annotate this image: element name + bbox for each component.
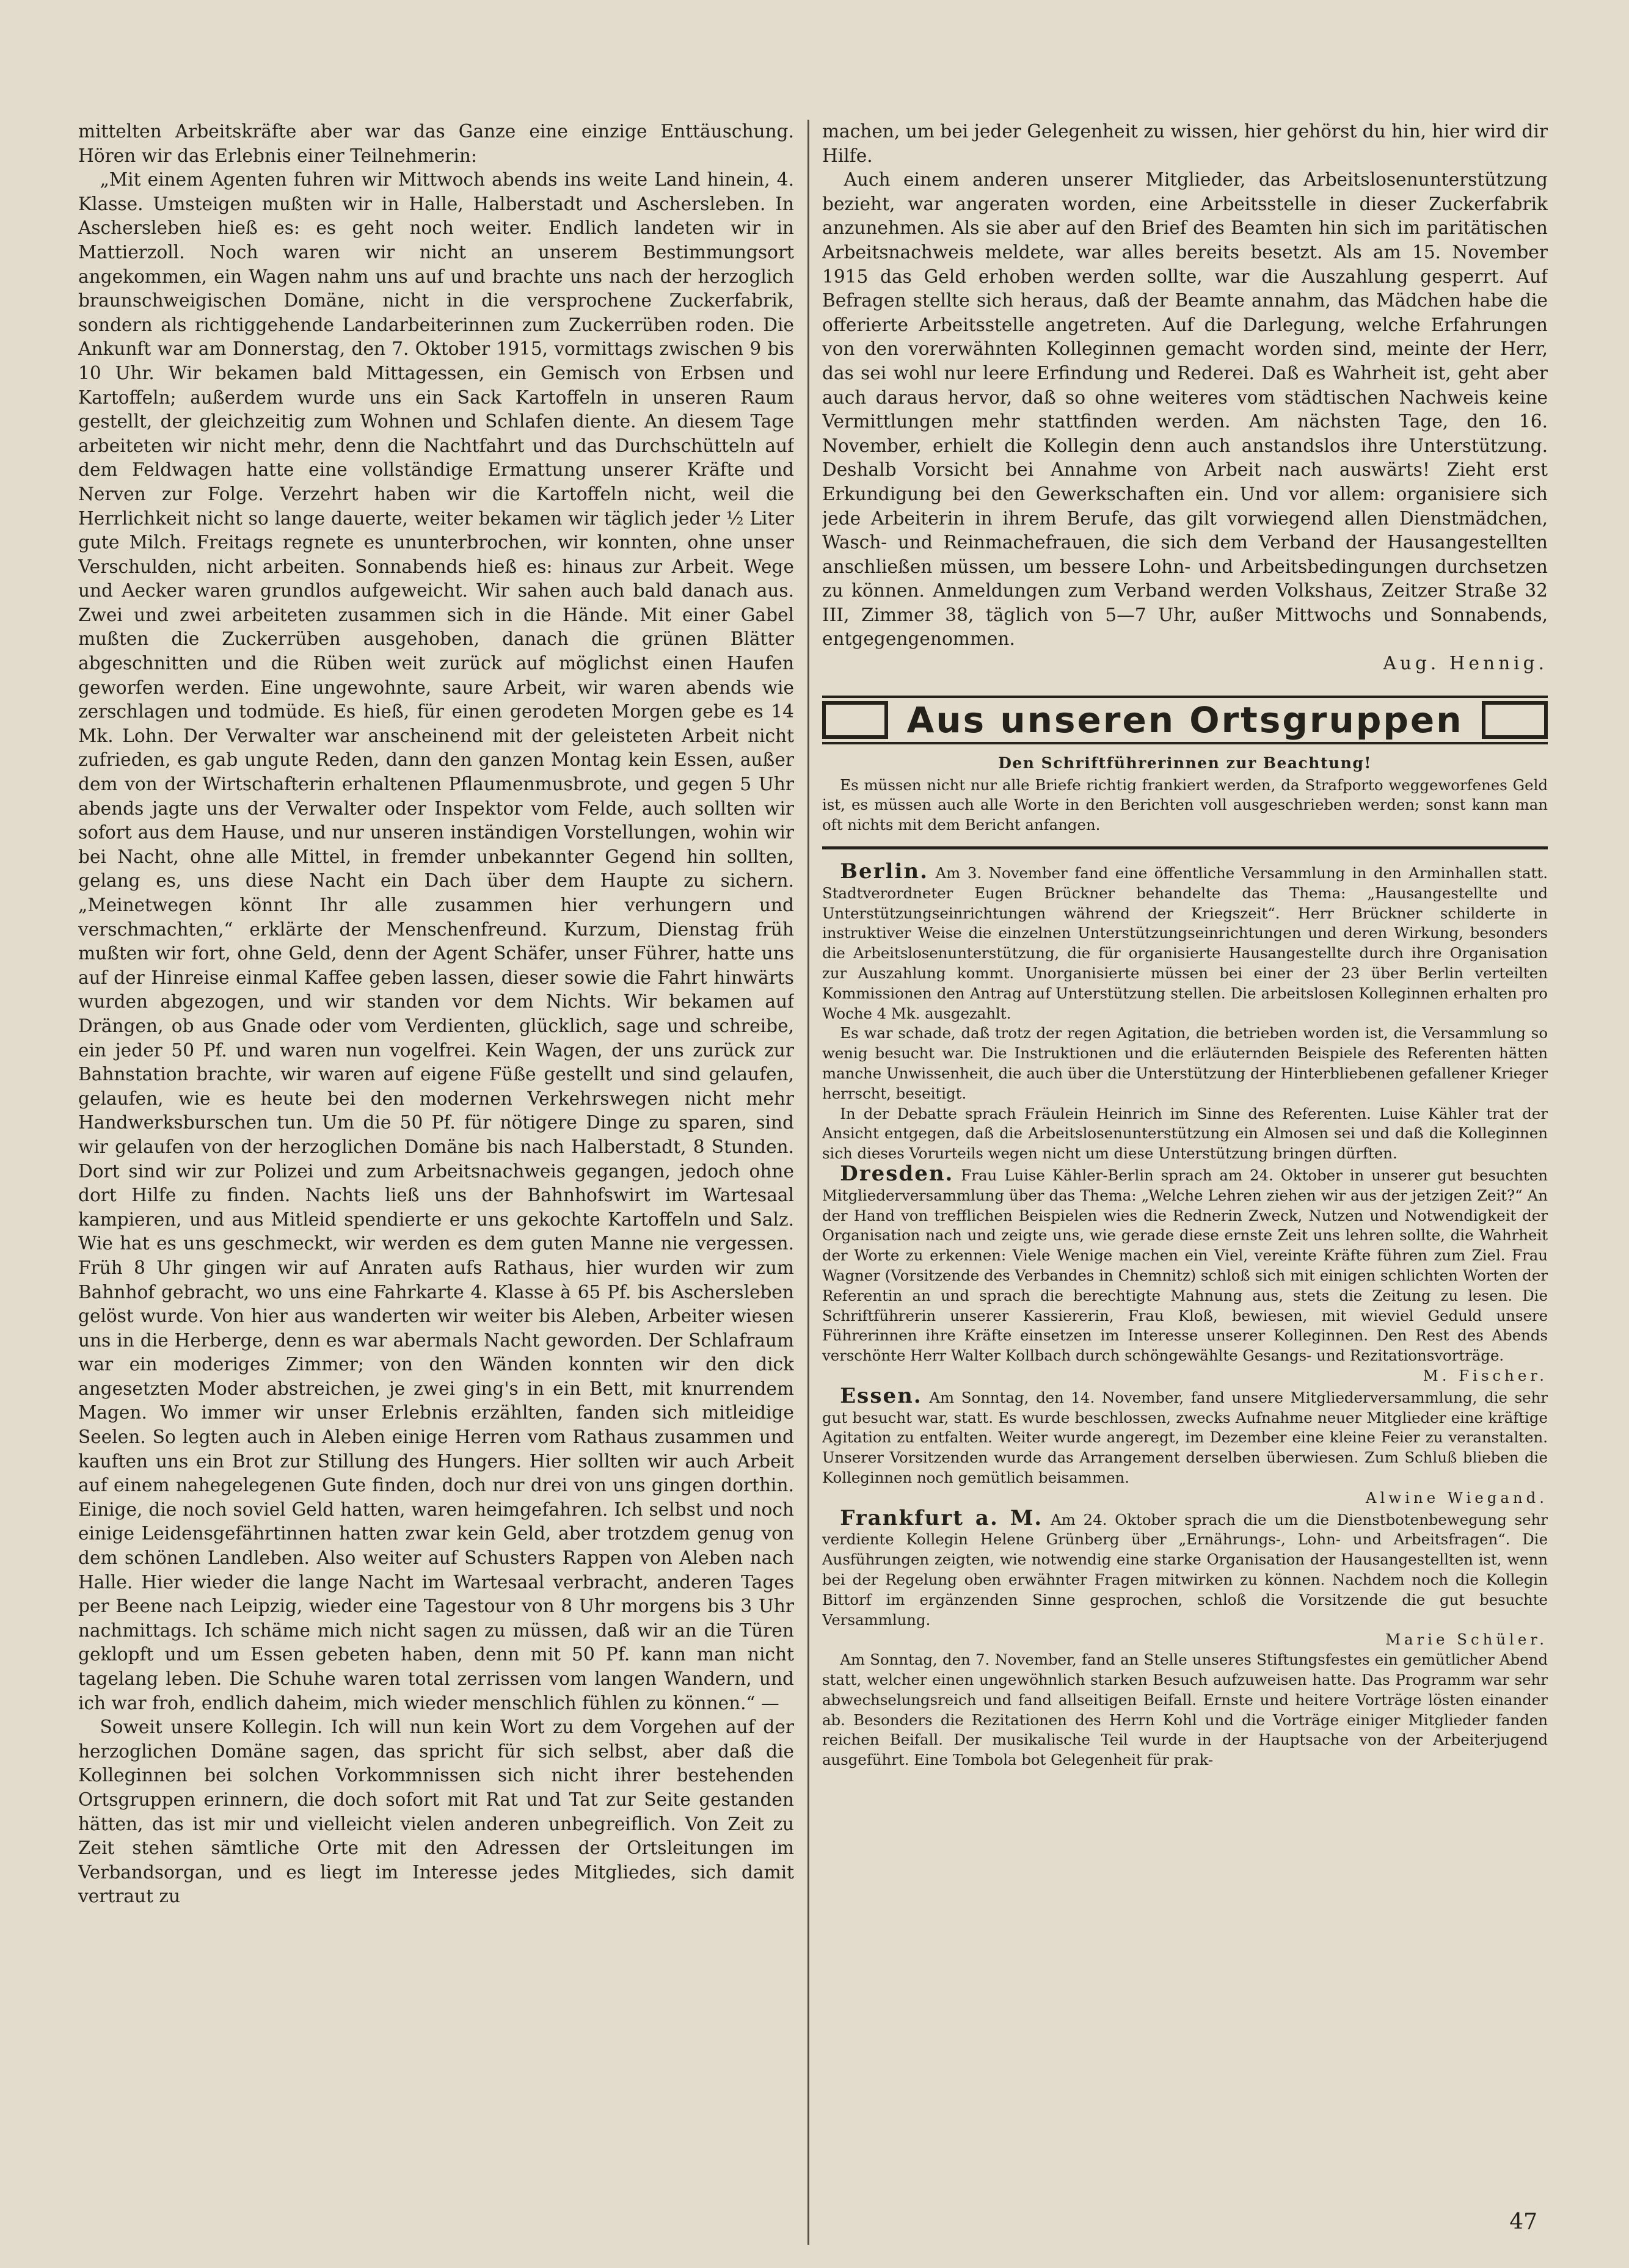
report-berlin-extra-1: Es war schade, daß trotz der regen Agitation, die betrieben worden ist, die Versammlung so wenig besucht war. Die Instruktionen und die erläuternden Beispiele des Referenten hätten manche Unwissenheit, die auch über die Unterstützung der Hinterbliebenen gefallener Krieger herrscht, beseitigt. <box>822 1024 1548 1102</box>
report-frankfurt <box>822 1505 1548 1630</box>
left-column <box>78 120 794 2239</box>
header-rule-bottom <box>822 742 1548 744</box>
right-column <box>822 120 1548 2208</box>
report-text: Am 3. November fand eine öffentliche Versammlung in den Arminhallen statt. Stadtverordneter Eugen Brückner behandelte das Thema: „Hausangestellte und Unterstützungseinrichtungen während der Kriegszeit“. Herr Brückner schilderte in instruktiver Weise die einzelnen Unterstützungseinrichtungen und deren Wirkung, besonders die Arbeitslosenunterstützung, die für organisierte Hausangestellte durch ihre Organisation zur Auszahlung kommt. Unorganisierte müssen bei einer der 23 über Berlin verteilten Kommissionen den Antrag auf Unterstützung stellen. Die arbeitslosen Kolleginnen erhalten pro Woche 4 Mk. ausgezahlt. <box>822 864 1548 1022</box>
column-divider <box>807 120 809 2245</box>
section-rule <box>822 846 1548 849</box>
report-signature: Alwine Wiegand. <box>1365 1488 1548 1507</box>
report-place: Dresden. <box>840 1161 954 1186</box>
header-bracket-right <box>1482 701 1548 739</box>
report-dresden <box>822 1161 1548 1366</box>
report-place: Frankfurt a. M. <box>840 1505 1043 1530</box>
right-paragraph-continuation: machen, um bei jeder Gelegenheit zu wissen, hier gehörst du hin, hier wird dir Hilfe. <box>822 121 1548 166</box>
section-header <box>822 692 1548 748</box>
report-place: Berlin. <box>840 859 928 884</box>
report-frankfurt-extra: Am Sonntag, den 7. November, fand an Stelle unseres Stiftungsfestes ein gemütlicher Abend statt, welcher einen ungewöhnlich starken Besuch aufzuweisen hatte. Das Programm war sehr abwechselungsreich und fand allseitigen Beifall. Ernste und heitere Vorträge lösten einander ab. Besonders die Rezitationen des Herrn Kohl und die Vorträge einiger Mitglieder fanden reichen Beifall. Der musikalische Teil wurde in der Hauptsache von der Arbeiterjugend ausgeführt. Eine Tombola bot Gelegenheit für prak- <box>822 1651 1548 1769</box>
left-paragraph-report: „Mit einem Agenten fuhren wir Mittwoch abends ins weite Land hinein, 4. Klasse. Umsteigen mußten wir in Halle, Halberstadt und Aschersleben. In Aschersleben hieß es: es geht noch weiter. Endlich landeten wir in Mattierzoll. Noch waren wir nicht an unserem Bestimmungsort angekommen, ein Wagen nahm uns auf und brachte uns nach der herzoglich braunschweigischen Domäne, nicht in die versprochene Zuckerfabrik, sondern als richtiggehende Landarbeiterinnen zum Zuckerrüben roden. Die Ankunft war am Donnerstag, den 7. Oktober 1915, vormittags zwischen 9 bis 10 Uhr. Wir bekamen bald Mittagessen, ein Gemisch von Erbsen und Kartoffeln; außerdem wurde uns ein Sack Kartoffeln in unseren Raum gestellt, der gleichzeitig zum Wohnen und Schlafen diente. An diesem Tage arbeiteten wir nicht mehr, denn die Nachtfahrt und das Durchschütteln auf dem Feldwagen hatte eine vollständige Ermattung unserer Kräfte und Nerven zur Folge. Verzehrt haben wir die Kartoffeln nicht, weil die Herrlichkeit nicht so lange dauerte, weiter bekamen wir täglich jeder ½ Liter gute Milch. Freitags regnete es ununterbrochen, wir konnten, ohne unser Verschulden, nicht arbeiten. Sonnabends hieß es: hinaus zur Arbeit. Wege und Aecker waren grundlos aufgeweicht. Wir sahen auch bald danach aus. Zwei und zwei arbeiteten zusammen sich in die Hände. Mit einer Gabel mußten die Zuckerrüben ausgehoben, danach die grünen Blätter abgeschnitten und die Rüben weit zurück auf möglichst einen Haufen geworfen werden. Eine ungewohnte, saure Arbeit, wir waren abends wie zerschlagen und todmüde. Es hieß, für einen gerodeten Morgen gebe es 14 Mk. Lohn. Der Verwalter war anscheinend mit der geleisteten Arbeit nicht zufrieden, es gab ungute Reden, dann den ganzen Montag kein Essen, außer dem von der Wirtschafterin erhaltenen Pflaumenmusbrote, und gegen 5 Uhr abends jagte uns der Verwalter oder Inspektor vom Felde, auch sollten wir sofort aus dem Hause, und nur unseren inständigen Vorstellungen, wohin wir bei Nacht, ohne alle Mittel, in fremder unbekannter Gegend hin sollten, gelang es, uns diese Nacht ein Dach über dem Haupte zu sichern. „Meinetwegen könnt Ihr alle zusammen hier verhungern und verschmachten,“ erklärte der Menschenfreund. Kurzum, Dienstag früh mußten wir fort, ohne Geld, denn der Agent Schäfer, unser Führer, hatte uns auf der Hinreise einmal Kaffee geben lassen, dieser sowie die Fahrt hinwärts wurden abgezogen, und wir standen vor dem Nichts. Wir bekamen auf Drängen, ob aus Gnade oder vom Verdienten, glücklich, sage und schreibe, ein jeder 50 Pf. und waren nun vogelfrei. Kein Wagen, der uns zurück zur Bahnstation brachte, wir waren auf eigene Füße gestellt und sind gelaufen, gelaufen, wie es heute bei den modernen Verkehrswegen nicht mehr Handwerksburschen tun. Um die 50 Pf. für nötigere Dinge zu sparen, sind wir gelaufen von der herzoglichen Domäne bis nach Halberstadt, 8 Stunden. Dort sind wir zur Polizei und zum Arbeitsnachweis gegangen, jedoch ohne dort Hilfe zu finden. Nachts ließ uns der Bahnhofswirt im Wartesaal kampieren, und aus Mitleid spendierte er uns gekochte Kartoffeln und Salz. Wie hat es uns geschmeckt, wir werden es dem guten Manne nie vergessen. Früh 8 Uhr gingen wir auf Anraten aufs Rathaus, hier wurden wir zum Bahnhof gebracht, wo uns eine Fahrkarte 4. Klasse à 65 Pf. bis Aschersleben gelöst wurde. Von hier aus wanderten wir weiter bis Aleben, Arbeiter wiesen uns in die Herberge, denn es war abermals Nacht geworden. Der Schlafraum war ein moderiges Zimmer; von den Wänden konnten wir den dick angesetzten Moder abstreichen, je zwei ging's in ein Bett, mit knurrendem Magen. Wo immer wir unser Erlebnis erzählten, fanden sich mitleidige Seelen. So legten auch in Aleben einige Herren vom Rathaus zusammen und kauften uns ein Brot zur Stillung des Hungers. Hier sollten wir auch Arbeit auf einem nahegelegenen Gute finden, doch nur drei von uns gingen dorthin. Einige, die noch soviel Geld hatten, waren heimgefahren. Ich selbst und noch einige Leidensgefährtinnen hatten zwar kein Geld, aber trotzdem genug von dem schönen Landleben. Also weiter auf Schusters Rappen von Aleben nach Halle. Hier wieder die lange Nacht im Wartesaal verbracht, anderen Tages per Beene nach Leipzig, wieder eine Tagestour von 8 Uhr morgens bis 3 Uhr nachmittags. Ich schäme mich nicht sagen zu müssen, daß wir an die Türen geklopft und um Essen gebeten haben, denn mit 50 Pf. kann man nicht tagelang leben. Die Schuhe waren total zerrissen vom langen Wandern, und ich war froh, endlich daheim, mich wieder menschlich fühlen zu können.“ — <box>78 169 794 1714</box>
report-signature: Marie Schüler. <box>1385 1630 1548 1649</box>
report-place: Essen. <box>840 1383 922 1408</box>
report-text: Am 24. Oktober sprach die um die Dienstbotenbewegung sehr verdiente Kollegin Helene Grünberg über „Ernährungs-, Lohn- und Arbeitsfragen“. Die Ausführungen zeigten, wie notwendig eine starke Organisation der Hausangestellten ist, wenn bei der Regelung oben erwähnter Fragen mitwirken zu können. Nachdem noch die Kollegin Bittorf im ergänzenden Sinne gesprochen, schloß die Vorsitzende die gut besuchte Versammlung. <box>822 1510 1548 1629</box>
right-paragraph-main: Auch einem anderen unserer Mitglieder, das Arbeitslosenunterstützung bezieht, war angeraten worden, eine Arbeitsstelle in dieser Zuckerfabrik anzunehmen. Als sie aber auf den Brief des Beamten hin sich im paritätischen Arbeitsnachweis meldete, war alles bereits besetzt. Als am 15. November 1915 das Geld erhoben werden sollte, war die Auszahlung gesperrt. Auf Befragen stellte sich heraus, daß der Beamte annahm, das Mädchen habe die offerierte Arbeitsstelle angetreten. Auf die Darlegung, welche Erfahrungen von den vorerwähnten Kolleginnen gemacht worden sind, meinte der Herr, das sei wohl nur leere Erfindung und Rederei. Daß es Wahrheit ist, geht aber auch daraus hervor, daß so ohne weiteres vom städtischen Nachweis keine Vermittlungen mehr stattfinden werden. Am nächsten Tage, den 16. November, erhielt die Kollegin denn auch anstandslos ihre Unterstützung. Deshalb Vorsicht bei Annahme von Arbeit nach auswärts! Zieht erst Erkundigung bei den Gewerkschaften ein. Und vor allem: organisiere sich jede Arbeiterin in ihrem Berufe, das gilt vorwiegend allen Dienstmädchen, Wasch- und Reinmachefrauen, die sich dem Verband der Hausangestellten anschließen müssen, um bessere Lohn- und Arbeitsbedingungen durchsetzen zu können. Anmeldungen zum Verband werden Volkshaus, Zeitzer Straße 32 III, Zimmer 38, täglich von 5—7 Uhr, außer Mittwochs und Sonnabends, entgegengenommen. <box>822 169 1548 650</box>
report-berlin <box>822 859 1548 1023</box>
section-title: Aus unseren Ortsgruppen <box>906 699 1463 741</box>
header-bracket-left <box>822 701 888 739</box>
notice-title: Den Schriftführerinnen zur Beachtung! <box>998 754 1372 772</box>
report-essen <box>822 1383 1548 1488</box>
header-rule-top <box>822 696 1548 698</box>
left-paragraph-comment: Soweit unsere Kollegin. Ich will nun kein Wort zu dem Vorgehen auf der herzoglichen Domäne sagen, das spricht für sich selbst, aber daß die Kolleginnen bei solchen Vorkommnissen sich nicht ihrer bestehenden Ortsgruppen erinnern, die doch sofort mit Rat und Tat zur Seite gestanden hätten, das ist mir und vielleicht vielen anderen unbegreiflich. Von Zeit zu Zeit stehen sämtliche Orte mit den Adressen der Ortsleitungen im Verbandsorgan, und es liegt im Interesse jedes Mitgliedes, sich damit vertraut zu <box>78 1717 794 1907</box>
article-signature: Aug. Hennig. <box>1383 653 1548 674</box>
page-number: 47 <box>1509 2209 1537 2234</box>
left-paragraph-intro: mittelten Arbeitskräfte aber war das Ganze eine einzige Enttäuschung. Hören wir das Erlebnis einer Teilnehmerin: <box>78 121 794 166</box>
report-text: Am Sonntag, den 14. November, fand unsere Mitgliederversammlung, die sehr gut besucht war, statt. Es wurde beschlossen, zwecks Aufnahme neuer Mitglieder eine kräftige Agitation zu entfalten. Weiter wurde angeregt, im Dezember eine kleine Feier zu veranstalten. Unserer Vorsitzenden wurde das Arrangement derselben überwiesen. Zum Schluß blieben die Kolleginnen noch gemütlich beisammen. <box>822 1388 1548 1486</box>
report-berlin-extra-2: In der Debatte sprach Fräulein Heinrich im Sinne des Referenten. Luise Kähler trat der Ansicht entgegen, daß die Arbeitslosenunterstützung ein Almosen sei und daß die Kolleginnen sich dieses Vorurteils wegen nicht um diese Unterstützung bringen dürften. <box>822 1104 1548 1163</box>
report-signature: M. Fischer. <box>1423 1366 1548 1384</box>
notice-text: Es müssen nicht nur alle Briefe richtig frankiert werden, da Strafporto weggeworfenes Geld ist, es müssen auch alle Worte in den Berichten voll ausgeschrieben werden; sonst kann man oft nichts mit dem Bericht anfangen. <box>822 776 1548 834</box>
report-text: Frau Luise Kähler-Berlin sprach am 24. Oktober in unserer gut besuchten Mitgliederversammlung über das Thema: „Welche Lehren ziehen wir aus der jetzigen Zeit?“ An der Hand von trefflichen Beispielen wies die Rednerin Zweck, Nutzen und Notwendigkeit der Organisation nach und zeigte uns, wie gerade diese ernste Zeit uns lehren sollte, die Wahrheit der Worte zu erkennen: Viele Wenige machen ein Viel, vereinte Kräfte führen zum Ziel. Frau Wagner (Vorsitzende des Verbandes in Chemnitz) schloß sich mit einigen schlichten Worten der Referentin an und sprach die berechtigte Mahnung aus, stets die Zeitung zu lesen. Die Schriftführerin unserer Kassiererin, Frau Kloß, bewiesen, mit wieviel Geduld unsere Führerinnen ihre Kräfte einsetzen im Interesse unserer Kolleginnen. Den Rest des Abends verschönte Herr Walter Kollbach durch schöngewählte Gesangs- und Rezitationsvorträge. <box>822 1166 1548 1365</box>
